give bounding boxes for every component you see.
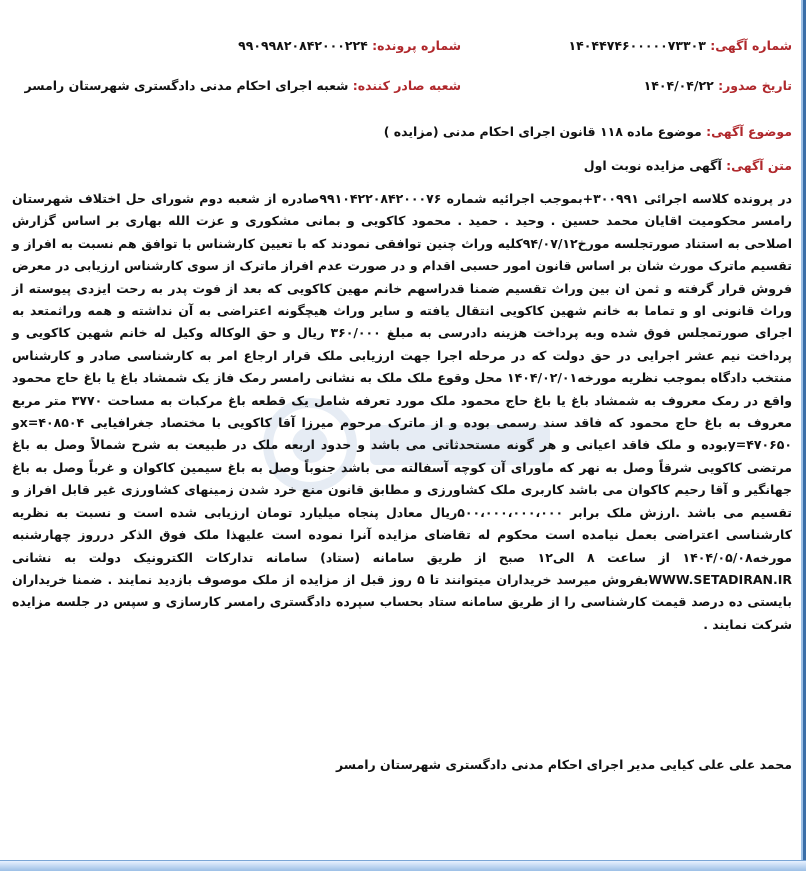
ad-number-value: ۱۴۰۴۴۷۴۶۰۰۰۰۰۷۳۳۰۳ — [568, 38, 706, 53]
signature: محمد علی علی کیایی مدیر اجرای احکام مدنی دادگستری شهرستان رامسر — [335, 757, 792, 772]
issue-date-value: ۱۴۰۴/۰۴/۲۲ — [643, 78, 714, 93]
issue-date-row — [644, 78, 792, 93]
ad-body-text: در پرونده کلاسه اجرائی ۳۰۰۹۹۱+بموجب اجرائیه شماره ۹۹۱۰۴۲۲۰۸۴۲۰۰۰۷۶صادره از شعبه دوم شورای حل اختلاف شهرستان رامسر محکومیت اقایان محمد حسین . وحید . حمید . محمود کاکویی و بمانی مشکوری و عزت الله بهاری بر اساس گزارش اصلاحی به استناد صورتجلسه مورخ۹۴/۰۷/۱۲کلیه وراث چنین توافقی نمودند که با تعیین کارشناس با توافق هم نسبت به افراز و تقسیم ماترک مورث شان بر اساس قانون امور حسبی اقدام و در صورت عدم افراز ماترک از سوی کارشناس ارزیابی در معرض فروش قرار گرفته و ثمن ان بین وراث تقسیم ضمنا قدراسهم خانم مهین کاکویی که بعد از فوت پدر به رحت ایزدی پیوسته از وراث قانونی او و تماما به خانم شهین کاکویی انتقال یافته و سایر وراث هیچگونه اعتراضی به آن نداشته و همه وراثمتعد به اجرای صورتمجلس فوق شده وبه پرداخت هزینه دادرسی به مبلغ ۳۶۰/۰۰۰ ریال و حق الوکاله وکیل له خانم شهین کاکویی و پرداخت نیم عشر اجرایی در حق دولت که در مرحله اجرا جهت ارزیابی ملک قرار ارجاع امر به کارشناسی صادر و کارشناس منتخب دادگاه بموجب نظریه مورخه۱۴۰۴/۰۲/۰۱ محل وقوع ملک ملک به نشانی رامسر رمک فاز یک شمشاد باغ یا باغ حاج محمود واقع در رمک معروف به شمشاد باغ یا باغ حاج محمود ملک مورد تعرفه شامل یک قطعه باغ مرکبات به مساحت ۳۷۷۰ متر مربع معروف به باغ حاج محمود که فاقد سند رسمی بوده و از ماترک مرحوم میرزا آقا کاکویی با مختصاد جغرافیایی x=۴۰۸۵۰۴و y=۴۷۰۶۵۰بوده و ملک فاقد اعیانی و هر گونه مستحدثاتی می باشد و حدود اربعه ملک در طبیعت به شرح شمالاً وصل به باغ مرتضی کاکویی شرقاً وصل به نهر که ماورای آن کوچه آسفالته می باشد جنوباً وصل به باغ سیمین کاکوان و غرباً وصل به باغ جهانگیر و آقا رحیم کاکوان می باشد کاربری ملک کشاورزی و مطابق قانون منع خرد شدن زمینهای کشاورزی غیر قابل افراز و تقسیم می باشد .ارزش ملک برابر ۵۰۰،۰۰۰،۰۰۰،۰۰۰ریال معادل پنجاه میلیارد تومان ارزیابی شده است و نسبت به نظریه کارشناسی اعتراضی بعمل نیامده است محکوم له تقاضای مزایده آنرا نموده است علیهذا ملک فوق الذکر درروز چهارشنبه مورخه۱۴۰۴/۰۵/۰۸ از ساعت ۸ الی۱۲ صبح از طریق سامانه (ستاد) سامانه تدارکات الکترونیک دولت به نشانی WWW.SETADIRAN.IRبفروش میرسد خریداران میتوانند تا ۵ روز قبل از مزایده از ملک موصوف بازدید نمایند . ضمنا خریداران بایستی ده درصد قیمت کارشناسی را از طریق سامانه ستاد بحساب سپرده دادگستری رامسر کارسازی و سپس در جلسه مزایده شرکت نمایند . — [12, 191, 793, 632]
issue-date-label: تاریخ صدور: — [718, 78, 792, 93]
issuer-label: شعبه صادر کننده: — [352, 78, 461, 93]
ad-number-row — [569, 38, 792, 53]
case-number-label: شماره پرونده: — [372, 38, 461, 53]
window-bottom-bar — [0, 860, 806, 871]
ad-text-label: متن آگهی: — [726, 158, 792, 173]
case-number-row — [238, 38, 461, 53]
ad-number-label: شماره آگهی: — [710, 38, 792, 53]
subject-label: موضوع آگهی: — [706, 124, 792, 139]
ad-text-title: آگهی مزایده نوبت اول — [583, 158, 722, 173]
ad-text-heading-row — [584, 158, 792, 173]
issuer-value: شعبه اجرای احکام مدنی دادگستری شهرستان رامسر — [24, 78, 349, 93]
issuer-row — [25, 78, 461, 93]
case-number-value: ۹۹۰۹۹۸۲۰۸۴۲۰۰۰۲۲۴ — [238, 38, 368, 53]
subject-row — [384, 124, 792, 139]
subject-value: موضوع ماده ۱۱۸ قانون اجرای احکام مدنی (مزایده ) — [383, 124, 702, 139]
